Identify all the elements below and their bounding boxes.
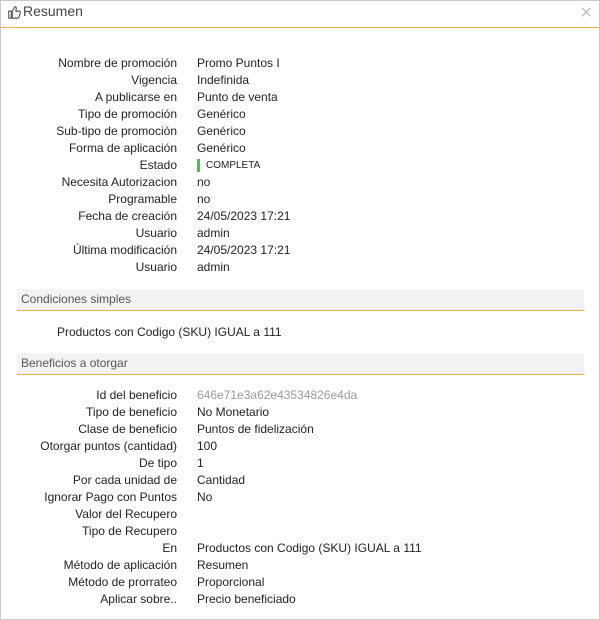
dialog-title: Resumen bbox=[23, 3, 83, 19]
benefit-row bbox=[1, 472, 600, 489]
benefits-section-header bbox=[17, 353, 584, 375]
benefit-label: Método de prorrateo bbox=[68, 575, 177, 589]
benefit-value: Precio beneficiado bbox=[197, 592, 296, 606]
status-text: COMPLETA bbox=[197, 159, 260, 172]
benefits-details bbox=[1, 387, 600, 608]
benefit-row bbox=[1, 438, 600, 455]
benefit-value: Productos con Codigo (SKU) IGUAL a 111 bbox=[197, 541, 422, 555]
summary-label: Usuario bbox=[135, 226, 177, 240]
summary-value: Genérico bbox=[197, 107, 246, 121]
summary-row bbox=[1, 157, 600, 174]
benefit-row bbox=[1, 506, 600, 523]
benefit-row bbox=[1, 523, 600, 540]
benefit-label: De tipo bbox=[138, 456, 177, 470]
summary-row bbox=[1, 140, 600, 157]
benefit-value: 100 bbox=[197, 439, 218, 453]
benefit-value: 646e71e3a62e43534826e4da bbox=[197, 388, 358, 402]
summary-row bbox=[1, 72, 600, 89]
conditions-title: Condiciones simples bbox=[21, 292, 132, 306]
summary-row bbox=[1, 174, 600, 191]
summary-label: Forma de aplicación bbox=[68, 141, 177, 155]
summary-label: Nombre de promoción bbox=[58, 56, 177, 70]
benefit-label: Clase de beneficio bbox=[78, 422, 177, 436]
summary-row bbox=[1, 242, 600, 259]
summary-label: Necesita Autorizacion bbox=[61, 175, 177, 189]
summary-value: no bbox=[197, 192, 211, 206]
benefit-value: Resumen bbox=[197, 558, 249, 572]
summary-row bbox=[1, 89, 600, 106]
summary-label: Tipo de promoción bbox=[78, 107, 177, 121]
summary-value: Genérico bbox=[197, 124, 246, 138]
benefit-label: Otorgar puntos (cantidad) bbox=[40, 439, 177, 453]
summary-details bbox=[1, 55, 600, 276]
summary-value: admin bbox=[197, 260, 230, 274]
summary-label: Vigencia bbox=[131, 73, 177, 87]
benefit-value: No Monetario bbox=[197, 405, 270, 419]
benefit-label: En bbox=[162, 541, 177, 555]
summary-row bbox=[1, 208, 600, 225]
benefit-value: No bbox=[197, 490, 213, 504]
summary-value: Promo Puntos I bbox=[197, 56, 280, 70]
summary-row bbox=[1, 55, 600, 72]
benefit-label: Aplicar sobre.. bbox=[100, 592, 177, 606]
summary-label: Sub-tipo de promoción bbox=[56, 124, 177, 138]
summary-label: Usuario bbox=[135, 260, 177, 274]
benefit-value: 1 bbox=[197, 456, 204, 470]
status-badge bbox=[197, 157, 260, 174]
benefit-row bbox=[1, 540, 600, 557]
condition-item: Productos con Codigo (SKU) IGUAL a 111 bbox=[57, 325, 282, 339]
summary-label: Última modificación bbox=[72, 243, 177, 257]
summary-label: Programable bbox=[108, 192, 177, 206]
benefit-row bbox=[1, 557, 600, 574]
benefit-label: Valor del Recupero bbox=[75, 507, 177, 521]
summary-row bbox=[1, 259, 600, 276]
benefit-label: Tipo de beneficio bbox=[86, 405, 177, 419]
benefit-row bbox=[1, 574, 600, 591]
benefit-label: Método de aplicación bbox=[63, 558, 177, 572]
summary-value: 24/05/2023 17:21 bbox=[197, 243, 291, 257]
benefit-label: Tipo de Recupero bbox=[82, 524, 177, 538]
benefit-label: Id del beneficio bbox=[96, 388, 177, 402]
summary-value: Indefinida bbox=[197, 73, 250, 87]
benefit-value: Puntos de fidelización bbox=[197, 422, 314, 436]
summary-row bbox=[1, 225, 600, 242]
summary-value: no bbox=[197, 175, 211, 189]
conditions-section-header bbox=[17, 289, 584, 311]
summary-value: Punto de venta bbox=[197, 90, 278, 104]
dialog-titlebar bbox=[1, 1, 599, 28]
summary-label: A publicarse en bbox=[94, 90, 177, 104]
benefit-value: Proporcional bbox=[197, 575, 265, 589]
benefit-row bbox=[1, 455, 600, 472]
summary-row bbox=[1, 123, 600, 140]
summary-value: admin bbox=[197, 226, 230, 240]
benefits-title: Beneficios a otorgar bbox=[21, 356, 128, 370]
summary-value: 24/05/2023 17:21 bbox=[197, 209, 291, 223]
benefit-row bbox=[1, 387, 600, 404]
benefit-value: Cantidad bbox=[197, 473, 246, 487]
benefit-row bbox=[1, 404, 600, 421]
summary-label: Estado bbox=[139, 158, 177, 172]
benefit-label: Por cada unidad de bbox=[72, 473, 177, 487]
summary-row bbox=[1, 106, 600, 123]
thumbs-up-icon bbox=[7, 5, 21, 19]
summary-row bbox=[1, 191, 600, 208]
benefit-label: Ignorar Pago con Puntos bbox=[44, 490, 177, 504]
summary-value: Genérico bbox=[197, 141, 246, 155]
benefit-row bbox=[1, 421, 600, 438]
benefit-row bbox=[1, 591, 600, 608]
benefit-row bbox=[1, 489, 600, 506]
close-icon[interactable]: ✕ bbox=[579, 5, 593, 22]
summary-label: Fecha de creación bbox=[78, 209, 177, 223]
